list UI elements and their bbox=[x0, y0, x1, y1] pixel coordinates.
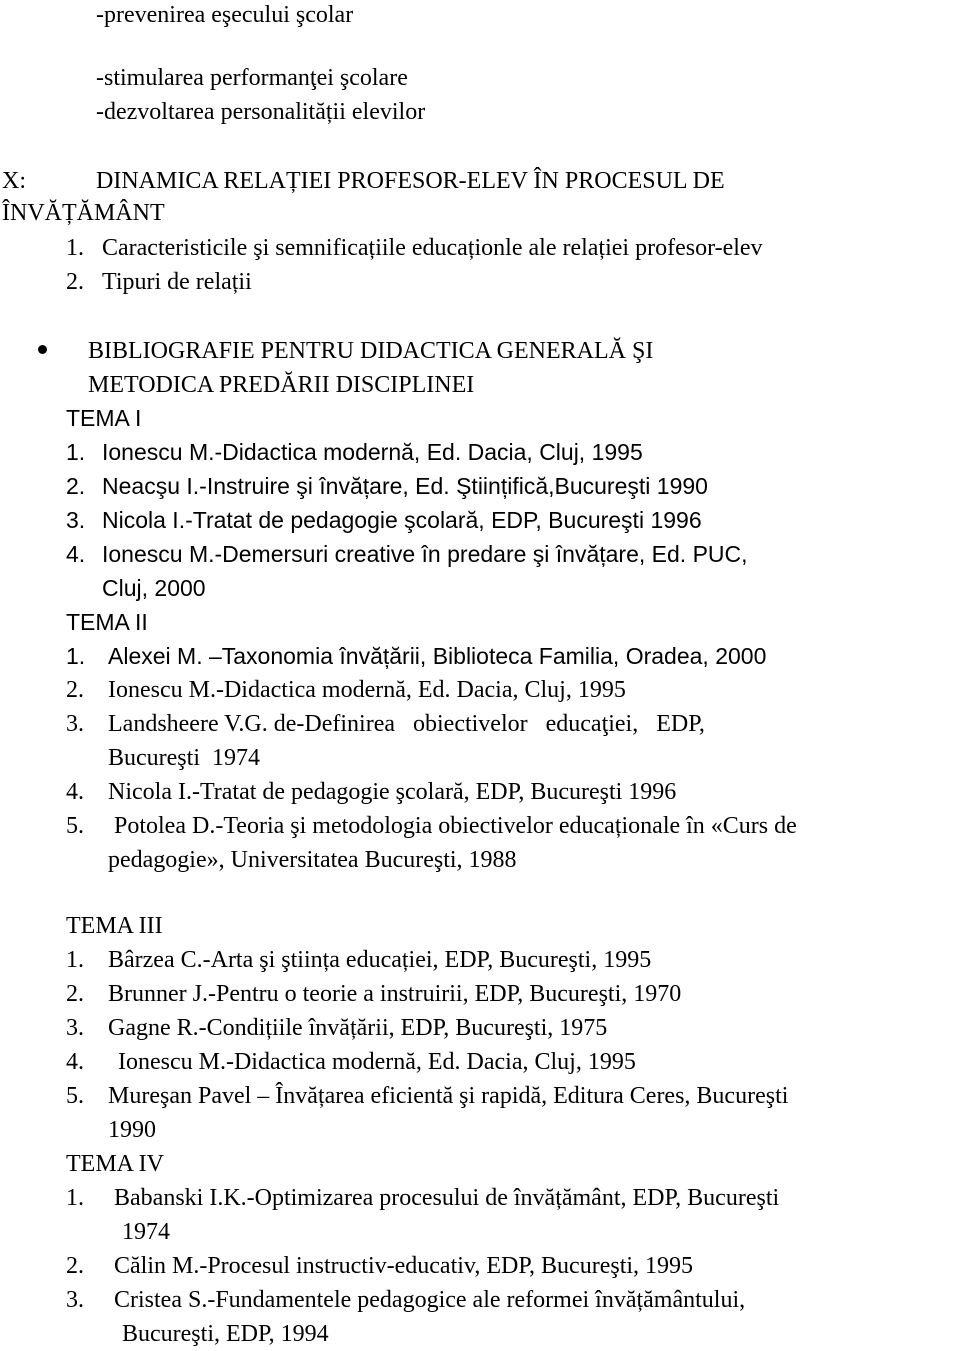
list-number: 4. bbox=[66, 1049, 84, 1075]
tema-title: TEMA II bbox=[66, 609, 148, 635]
intro-item: -dezvoltarea personalității elevilor bbox=[96, 99, 426, 125]
bullet-icon bbox=[38, 345, 47, 354]
list-number: 5. bbox=[66, 1083, 84, 1109]
list-item: Ionescu M.-Didactica modernă, Ed. Dacia, Cluj, 1995 bbox=[118, 1049, 636, 1075]
list-number: 1. bbox=[66, 439, 86, 465]
list-item: Caracteristicile şi semnificațiile educaționle ale relației profesor-elev bbox=[102, 235, 763, 261]
list-number: 1. bbox=[66, 947, 84, 973]
list-item: Nicola I.-Tratat de pedagogie şcolară, EDP, Bucureşti 1996 bbox=[108, 779, 677, 805]
intro-item: -stimularea performanţei şcolare bbox=[96, 65, 408, 91]
tema-title: TEMA IV bbox=[66, 1151, 164, 1177]
list-item: Neacşu I.-Instruire şi învățare, Ed. Ştiințifică,Bucureşti 1990 bbox=[102, 473, 708, 499]
section-title-cont: ÎNVĂȚĂMÂNT bbox=[2, 200, 165, 226]
list-number: 1. bbox=[66, 643, 86, 669]
list-item: Mureşan Pavel – Învățarea eficientă şi rapidă, Editura Ceres, Bucureşti bbox=[108, 1083, 789, 1109]
list-number: 2. bbox=[66, 677, 84, 703]
list-number: 2. bbox=[66, 981, 84, 1007]
list-item-cont: Bucureşti 1974 bbox=[108, 745, 260, 771]
list-item: Cristea S.-Fundamentele pedagogice ale reformei învățământului, bbox=[114, 1287, 746, 1313]
list-item-cont: Bucureşti, EDP, 1994 bbox=[122, 1321, 329, 1347]
list-item: Potolea D.-Teoria şi metodologia obiectivelor educaționale în «Curs de bbox=[114, 813, 797, 839]
list-item: Alexei M. –Taxonomia învățării, Biblioteca Familia, Oradea, 2000 bbox=[108, 643, 767, 669]
list-number: 5. bbox=[66, 813, 84, 839]
list-item: Ionescu M.-Demersuri creative în predare şi învățare, Ed. PUC, bbox=[102, 541, 748, 567]
list-item: Călin M.-Procesul instructiv-educativ, EDP, Bucureşti, 1995 bbox=[114, 1253, 694, 1279]
list-number: 2. bbox=[66, 269, 84, 295]
list-item-cont: pedagogie», Universitatea Bucureşti, 1988 bbox=[108, 847, 517, 873]
bibliography-heading-cont: METODICA PREDĂRII DISCIPLINEI bbox=[88, 372, 475, 398]
list-number: 3. bbox=[66, 711, 84, 737]
list-item: Brunner J.-Pentru o teorie a instruirii, EDP, Bucureşti, 1970 bbox=[108, 981, 682, 1007]
tema-title: TEMA I bbox=[66, 405, 142, 431]
list-item: Tipuri de relații bbox=[102, 269, 252, 295]
section-title: DINAMICA RELAȚIEI PROFESOR-ELEV ÎN PROCESUL DE bbox=[96, 168, 725, 194]
list-item: Gagne R.-Condițiile învățării, EDP, Bucureşti, 1975 bbox=[108, 1015, 608, 1041]
list-item-cont: Cluj, 2000 bbox=[102, 575, 206, 601]
list-number: 4. bbox=[66, 779, 84, 805]
list-number: 1. bbox=[66, 235, 84, 261]
list-item: Nicola I.-Tratat de pedagogie şcolară, EDP, Bucureşti 1996 bbox=[102, 507, 702, 533]
list-item: Babanski I.K.-Optimizarea procesului de învățământ, EDP, Bucureşti bbox=[114, 1185, 780, 1211]
list-number: 3. bbox=[66, 1287, 84, 1313]
list-number: 4. bbox=[66, 541, 86, 567]
list-item-cont: 1990 bbox=[108, 1117, 156, 1143]
list-number: 2. bbox=[66, 1253, 84, 1279]
bibliography-heading: BIBLIOGRAFIE PENTRU DIDACTICA GENERALĂ ŞI bbox=[88, 338, 654, 364]
list-item: Ionescu M.-Didactica modernă, Ed. Dacia, Cluj, 1995 bbox=[108, 677, 626, 703]
list-number: 3. bbox=[66, 1015, 84, 1041]
section-label: X: bbox=[2, 168, 26, 194]
list-number: 1. bbox=[66, 1185, 84, 1211]
list-item: Bârzea C.-Arta şi ştiința educației, EDP, Bucureşti, 1995 bbox=[108, 947, 652, 973]
list-item: Ionescu M.-Didactica modernă, Ed. Dacia, Cluj, 1995 bbox=[102, 439, 643, 465]
list-number: 3. bbox=[66, 507, 86, 533]
list-item-cont: 1974 bbox=[122, 1219, 170, 1245]
tema-title: TEMA III bbox=[66, 913, 163, 939]
list-item: Landsheere V.G. de-Definirea obiectivelor educaţiei, EDP, bbox=[108, 711, 705, 737]
list-number: 2. bbox=[66, 473, 86, 499]
intro-item: -prevenirea eşecului şcolar bbox=[96, 2, 354, 28]
